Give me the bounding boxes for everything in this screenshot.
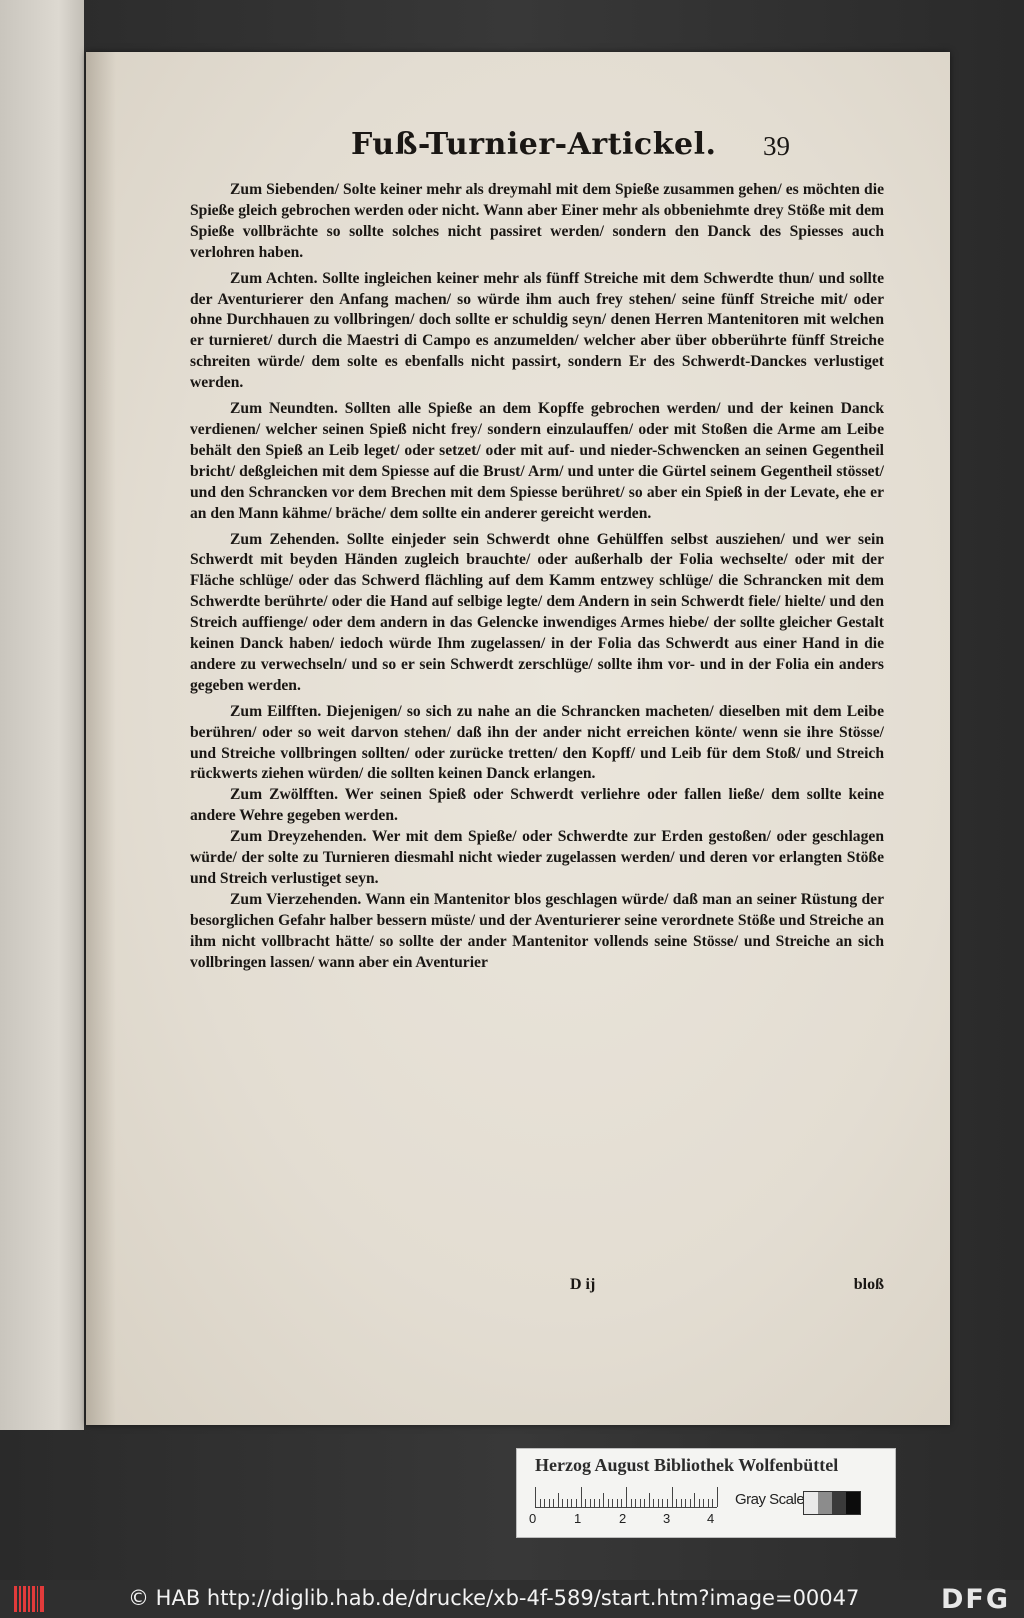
- source-url[interactable]: © HAB http://diglib.hab.de/drucke/xb-4f-589/start.htm?image=00047: [128, 1586, 860, 1610]
- ruler-tick: [631, 1499, 632, 1507]
- ruler-tick: [581, 1487, 582, 1507]
- library-name: Herzog August Bibliothek Wolfenbüttel: [535, 1455, 839, 1475]
- ruler-tick: [549, 1499, 550, 1507]
- signature-mark: D ij: [570, 1276, 596, 1293]
- ruler-tick: [562, 1499, 563, 1507]
- running-head: Fuß-Turnier-Artickel.: [351, 127, 717, 162]
- catchword: bloß: [853, 1276, 884, 1293]
- ruler-tick: [667, 1499, 668, 1507]
- ruler-tick: [703, 1499, 704, 1507]
- ruler-tick: [690, 1499, 691, 1507]
- ruler-tick: [640, 1499, 641, 1507]
- ruler-tick: [658, 1499, 659, 1507]
- paragraph: Zum Eilfften. Diejenigen/ so sich zu nahe an die Schrancken macheten/ dieselben mit dem Leibe berühren/ oder so weit darvon stehen/ daß ihn der ander nicht erreichen könte/ wenn sie ihre Stösse/ und Streiche vollbringen sollten/ oder zurücke tretten/ den Kopff/ und Leib für dem Stoß/ und Streich rückwerts ziehen würden/ die sollten keinen Danck erlangen.: [190, 702, 884, 783]
- page-header: [86, 127, 950, 177]
- ruler-tick: [585, 1499, 586, 1507]
- ruler-tick: [699, 1499, 700, 1507]
- ruler-tick: [694, 1493, 695, 1507]
- paragraph: Zum Vierzehenden. Wann ein Mantenitor blos geschlagen würde/ daß man an seiner Rüstung der besorglichen Gefahr halber bessern müste/ und der Aventurierer seine verordnete Stöße und Streiche an ihm nicht vollbracht hätte/ so sollte der ander Mantenitor vollends seine Stösse/ und Streiche an sich vollbringen lassen/ wann aber ein Aventurier: [190, 890, 884, 971]
- ruler-numbers: [529, 1511, 729, 1527]
- ruler-tick: [653, 1499, 654, 1507]
- ruler-tick: [571, 1499, 572, 1507]
- ruler-tick: [590, 1499, 591, 1507]
- ruler-tick: [621, 1499, 622, 1507]
- gray-scale-swatch: [803, 1491, 861, 1515]
- ruler-number: 3: [663, 1511, 671, 1526]
- ruler-tick: [717, 1487, 718, 1507]
- ruler-tick: [567, 1499, 568, 1507]
- ruler-scale: [535, 1485, 717, 1508]
- body-text: [190, 180, 884, 974]
- ruler-tick: [612, 1499, 613, 1507]
- ruler-tick: [644, 1499, 645, 1507]
- previous-page-edge: [0, 0, 84, 1430]
- ruler-number: 1: [574, 1511, 582, 1526]
- ruler-tick: [685, 1499, 686, 1507]
- ruler-tick: [558, 1493, 559, 1507]
- ruler-number: 2: [619, 1511, 627, 1526]
- ruler-tick: [626, 1487, 627, 1507]
- ruler-tick: [662, 1499, 663, 1507]
- gutter-shadow: [86, 52, 116, 1425]
- ruler-tick: [635, 1499, 636, 1507]
- ruler-number: 4: [707, 1511, 715, 1526]
- library-color-card: [516, 1448, 896, 1538]
- ruler-tick: [712, 1499, 713, 1507]
- paragraph: Zum Zwölfften. Wer seinen Spieß oder Schwerdt verliehre oder fallen ließe/ dem sollte keine andere Wehre gegeben werden.: [190, 786, 884, 825]
- ruler-tick: [535, 1487, 536, 1507]
- ruler-tick: [594, 1499, 595, 1507]
- ruler-tick: [676, 1499, 677, 1507]
- ruler-tick: [708, 1499, 709, 1507]
- ruler-tick: [649, 1493, 650, 1507]
- barcode-icon: [14, 1586, 46, 1612]
- page-number: 39: [763, 131, 790, 161]
- ruler-tick: [599, 1499, 600, 1507]
- ruler-tick: [553, 1499, 554, 1507]
- ruler-tick: [576, 1499, 577, 1507]
- ruler-number: 0: [529, 1511, 537, 1526]
- paragraph: Zum Dreyzehenden. Wer mit dem Spieße/ oder Schwerdte zur Erden gestoßen/ oder geschlagen würde/ der solte zu Turnieren diesmahl nicht wieder zugelassen werden/ und deren vor erlangten Stöße und Streich verlustiget seyn.: [190, 828, 884, 887]
- ruler-tick: [617, 1499, 618, 1507]
- ruler-tick: [540, 1499, 541, 1507]
- paragraph: Zum Siebenden/ Solte keiner mehr als dreymahl mit dem Spieße zusammen gehen/ es möchten die Spieße gleich gebrochen werden oder nicht. Wann aber Einer mehr als obbeniehmte drey Stöße mit dem Spieße vollbrächte so sollte solches nicht passiret werden/ sondern den Danck des Spiesses auch verlohren haben.: [190, 181, 884, 261]
- ruler-tick: [603, 1493, 604, 1507]
- ruler-tick: [608, 1499, 609, 1507]
- paragraph: Zum Achten. Sollte ingleichen keiner mehr als fünff Streiche mit dem Schwerdte thun/ und sollte der Aventurierer den Anfang machen/ so würde ihm auch frey stehen/ seine fünff Streiche mit/ oder ohne Durchhauen zu vollbringen/ doch sollte er schuldig seyn/ denen Herren Mantenitoren mit welchen er turnieret/ durch die Maestri di Campo es anzumelden/ welcher aber über obberührte fünff Streiche schreiten würde/ dem solte es ebenfalls nicht passirt, sondern Er des Schwerdt-Danckes verlustiget werden.: [190, 269, 884, 392]
- source-footer-bar: [0, 1580, 1024, 1618]
- ruler-tick: [681, 1499, 682, 1507]
- book-page: [86, 52, 950, 1425]
- paragraph: Zum Neundten. Sollten alle Spieße an dem Kopffe gebrochen werden/ und der keinen Danck verdienen/ welcher seinen Spieß nicht frey/ sondern einzulauffen/ oder mit Stoßen die Arme am Leibe behält den Spieß an Leib leget/ oder setzet/ oder mit auf- und nieder-Schwencken an seinen Gegentheil bricht/ deßgleichen mit dem Spiesse auf die Brust/ Arm/ und unter die Gürtel seinem Gegentheil stösset/ und den Schrancken vor dem Brechen mit dem Spiesse berühret/ so aber ein Spieß in der Levate, ehe er an den Mann kähme/ bräche/ dem sollte ein anderer gereicht werden.: [190, 400, 884, 522]
- gray-scale-label: Gray Scale: [735, 1491, 805, 1508]
- dfg-logo: DFG: [940, 1584, 1010, 1615]
- paragraph: Zum Zehenden. Sollte einjeder sein Schwerdt ohne Gehülffen selbst ausziehen/ und wer sein Schwerdt mit beyden Händen zugleich brauchte/ oder außerhalb der Folia wechselte/ oder mit der Fläche schlüge/ oder das Schwerd flächling auf dem Kamm entzwey schlüge/ die Schrancken mit dem Schwerdte berührte/ oder die Hand auf selbige legte/ dem Andern in sein Schwerdt fiele/ hielte/ und den Streich auffienge/ oder dem andern in das Gelencke inwendiges Armes hiebe/ der sollte gleicher Gestalt keinen Danck haben/ iedoch würde Ihm zugelassen/ in der Folia das Schwerdt aus einer Hand in die andere zu verwechseln/ und so er sein Schwerdt zerschlüge/ sollte ihm vor- und in der Folia ein anders gegeben werden.: [190, 530, 884, 694]
- ruler-tick: [672, 1487, 673, 1507]
- ruler-tick: [544, 1499, 545, 1507]
- page-footer: [190, 1276, 884, 1298]
